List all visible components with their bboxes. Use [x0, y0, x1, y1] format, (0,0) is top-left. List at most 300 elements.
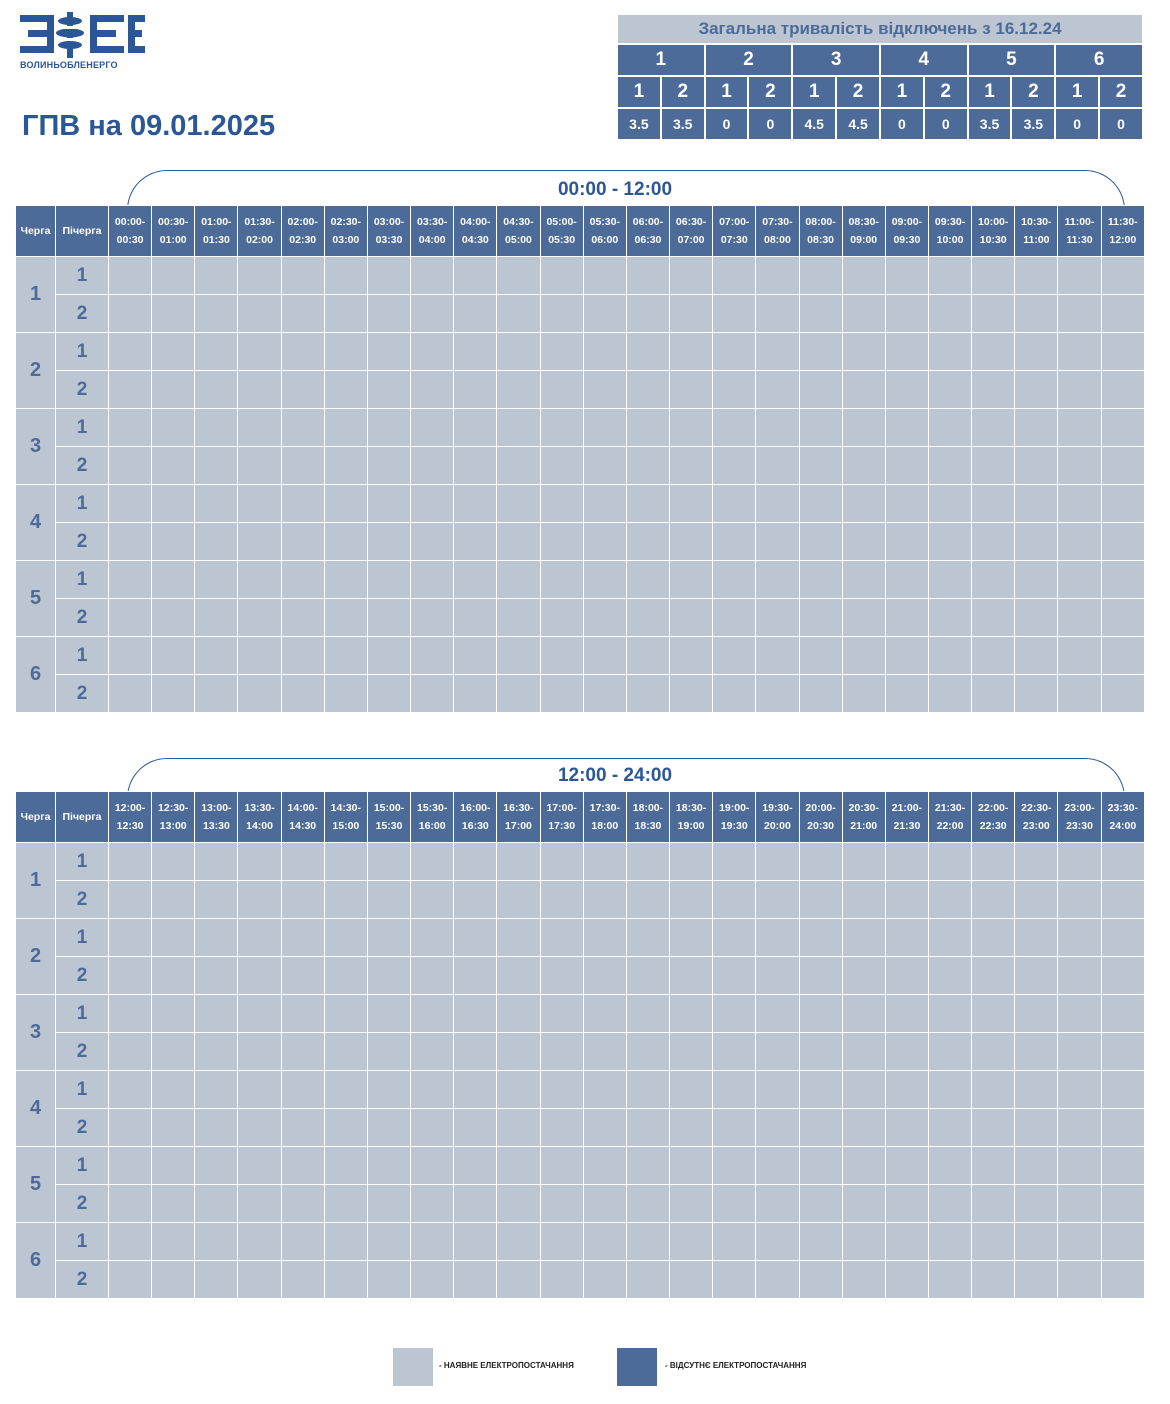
schedule-cell	[972, 957, 1015, 995]
time-slot-header	[281, 206, 324, 257]
schedule-cell	[540, 523, 583, 561]
schedule-cell	[411, 485, 454, 523]
schedule-cell	[583, 675, 626, 713]
schedule-cell	[152, 257, 195, 295]
schedule-cell	[842, 485, 885, 523]
schedule-cell	[1058, 1185, 1101, 1223]
legend-label-off: - ВІДСУТНЄ ЕЛЕКТРОПОСТАЧАННЯ	[665, 1361, 807, 1370]
schedule-cell	[885, 561, 928, 599]
schedule-cell	[713, 1185, 756, 1223]
schedule-cell	[324, 257, 367, 295]
table-row	[16, 1147, 1145, 1185]
schedule-cell	[109, 523, 152, 561]
schedule-cell	[928, 1109, 971, 1147]
subqueue-number: 2	[56, 523, 109, 561]
subqueue-number: 1	[56, 409, 109, 447]
schedule-cell	[1058, 333, 1101, 371]
schedule-cell	[109, 1261, 152, 1299]
schedule-cell	[756, 957, 799, 995]
schedule-cell	[367, 1033, 410, 1071]
schedule-cell	[670, 995, 713, 1033]
schedule-cell	[454, 257, 497, 295]
time-slot-start: 22:30-	[1021, 802, 1052, 814]
schedule-cell	[454, 957, 497, 995]
schedule-cell	[885, 957, 928, 995]
schedule-cell	[799, 1223, 842, 1261]
schedule-cell	[238, 995, 281, 1033]
schedule-cell	[152, 1109, 195, 1147]
schedule-cell	[152, 919, 195, 957]
column-header-subqueue: Пічерга	[56, 206, 109, 257]
schedule-cell	[583, 995, 626, 1033]
schedule-cell	[1015, 257, 1058, 295]
schedule-cell	[713, 843, 756, 881]
time-slot-end: 19:30	[720, 820, 748, 832]
schedule-cell	[195, 1185, 238, 1223]
time-slot-end: 01:30	[202, 234, 230, 246]
schedule-cell	[626, 1223, 669, 1261]
schedule-cell	[109, 843, 152, 881]
schedule-cell	[238, 1223, 281, 1261]
schedule-cell	[713, 599, 756, 637]
schedule-cell	[799, 1185, 842, 1223]
schedule-cell	[281, 957, 324, 995]
schedule-cell	[1101, 257, 1144, 295]
schedule-cell	[497, 257, 540, 295]
schedule-cell	[626, 447, 669, 485]
summary-subqueue-header: 1	[968, 76, 1012, 108]
schedule-cell	[411, 447, 454, 485]
schedule-cell	[799, 881, 842, 919]
schedule-cell	[1015, 1147, 1058, 1185]
schedule-cell	[885, 333, 928, 371]
schedule-cell	[109, 1147, 152, 1185]
schedule-cell	[972, 995, 1015, 1033]
schedule-cell	[411, 561, 454, 599]
time-slot-start: 05:00-	[546, 216, 577, 228]
schedule-cell	[1015, 409, 1058, 447]
time-slot-end: 02:00	[246, 234, 273, 246]
time-slot-start: 21:00-	[891, 802, 923, 814]
schedule-cell	[885, 1109, 928, 1147]
schedule-cell	[972, 295, 1015, 333]
schedule-cell	[1058, 523, 1101, 561]
schedule-cell	[238, 599, 281, 637]
time-slot-end: 23:00	[1022, 820, 1050, 832]
time-slot-end: 13:00	[159, 820, 187, 832]
schedule-cell	[972, 485, 1015, 523]
summary-duration-value: 4.5	[836, 108, 880, 140]
time-slot-start: 01:00-	[201, 216, 232, 228]
schedule-cell	[1101, 599, 1144, 637]
summary-subqueue-header: 1	[792, 76, 836, 108]
time-slot-start: 00:00-	[114, 216, 146, 228]
schedule-cell	[367, 561, 410, 599]
schedule-cell	[713, 333, 756, 371]
schedule-cell	[195, 523, 238, 561]
schedule-cell	[367, 371, 410, 409]
schedule-cell	[972, 561, 1015, 599]
schedule-cell	[540, 1147, 583, 1185]
table-row	[16, 295, 1145, 333]
schedule-cell	[928, 1071, 971, 1109]
schedule-cell	[756, 523, 799, 561]
schedule-cell	[1101, 409, 1144, 447]
schedule-cell	[1101, 843, 1144, 881]
time-slot-start: 20:30-	[848, 802, 879, 814]
schedule-cell	[972, 675, 1015, 713]
schedule-cell	[1058, 995, 1101, 1033]
schedule-cell	[799, 995, 842, 1033]
schedule-cell	[324, 1033, 367, 1071]
schedule-cell	[799, 561, 842, 599]
subqueue-number: 2	[56, 957, 109, 995]
time-slot-start: 17:00-	[546, 802, 577, 814]
schedule-cell	[928, 333, 971, 371]
schedule-cell	[626, 675, 669, 713]
subqueue-number: 1	[56, 995, 109, 1033]
schedule-cell	[972, 523, 1015, 561]
schedule-cell	[454, 523, 497, 561]
schedule-cell	[1015, 957, 1058, 995]
queue-number: 4	[16, 485, 56, 561]
schedule-cell	[497, 675, 540, 713]
time-slot-end: 21:30	[893, 820, 921, 832]
schedule-cell	[928, 637, 971, 675]
schedule-cell	[367, 1147, 410, 1185]
schedule-cell	[1101, 1071, 1144, 1109]
table-row	[16, 561, 1145, 599]
schedule-cell	[670, 257, 713, 295]
summary-duration-value: 3.5	[1011, 108, 1055, 140]
table-row	[16, 257, 1145, 295]
schedule-cell	[626, 257, 669, 295]
schedule-cell	[324, 995, 367, 1033]
schedule-cell	[367, 675, 410, 713]
schedule-cell	[195, 257, 238, 295]
schedule-cell	[756, 995, 799, 1033]
schedule-cell	[324, 1147, 367, 1185]
table-row	[16, 1109, 1145, 1147]
schedule-cell	[411, 599, 454, 637]
time-slot-header	[281, 792, 324, 843]
schedule-cell	[670, 881, 713, 919]
schedule-cell	[195, 637, 238, 675]
schedule-cell	[670, 447, 713, 485]
schedule-cell	[152, 295, 195, 333]
schedule-cell	[626, 1109, 669, 1147]
schedule-cell	[885, 447, 928, 485]
schedule-cell	[928, 995, 971, 1033]
schedule-cell	[152, 675, 195, 713]
summary-queue-header: 6	[1055, 44, 1143, 76]
schedule-cell	[540, 1109, 583, 1147]
schedule-cell	[1058, 1033, 1101, 1071]
schedule-cell	[928, 295, 971, 333]
schedule-cell	[583, 447, 626, 485]
schedule-cell	[109, 1109, 152, 1147]
schedule-cell	[928, 561, 971, 599]
schedule-cell	[281, 561, 324, 599]
time-slot-start: 22:00-	[978, 802, 1009, 814]
schedule-cell	[281, 485, 324, 523]
schedule-cell	[411, 919, 454, 957]
table-row	[16, 409, 1145, 447]
schedule-cell	[842, 523, 885, 561]
schedule-cell	[238, 1261, 281, 1299]
schedule-cell	[540, 257, 583, 295]
schedule-cell	[670, 919, 713, 957]
time-slot-end: 04:00	[418, 234, 446, 246]
schedule-cell	[454, 1033, 497, 1071]
summary-subqueue-header: 2	[1099, 76, 1143, 108]
schedule-cell	[1015, 1071, 1058, 1109]
schedule-cell	[885, 843, 928, 881]
schedule-cell	[152, 881, 195, 919]
schedule-cell	[1058, 1223, 1101, 1261]
time-slot-end: 24:00	[1109, 820, 1137, 832]
time-slot-start: 01:30-	[244, 216, 275, 228]
time-slot-header	[497, 792, 540, 843]
schedule-cell	[238, 919, 281, 957]
schedule-cell	[885, 599, 928, 637]
subqueue-number: 1	[56, 637, 109, 675]
schedule-cell	[152, 957, 195, 995]
time-slot-header	[799, 792, 842, 843]
schedule-cell	[324, 599, 367, 637]
schedule-cell	[281, 409, 324, 447]
summary-duration-value: 0	[1099, 108, 1143, 140]
schedule-cell	[367, 599, 410, 637]
schedule-cell	[411, 371, 454, 409]
schedule-cell	[583, 957, 626, 995]
summary-subqueue-header: 2	[924, 76, 968, 108]
queue-number: 6	[16, 1223, 56, 1299]
schedule-cell	[238, 295, 281, 333]
schedule-cell	[756, 675, 799, 713]
time-slot-header	[1058, 792, 1101, 843]
time-slot-end: 03:30	[375, 234, 403, 246]
schedule-cell	[411, 995, 454, 1033]
schedule-cell	[238, 881, 281, 919]
time-slot-header	[109, 792, 152, 843]
schedule-cell	[540, 485, 583, 523]
schedule-cell	[281, 371, 324, 409]
schedule-cell	[583, 257, 626, 295]
schedule-cell	[756, 485, 799, 523]
schedule-cell	[626, 599, 669, 637]
time-slot-start: 17:30-	[589, 802, 620, 814]
schedule-cell	[842, 561, 885, 599]
schedule-cell	[713, 881, 756, 919]
summary-duration-value: 0	[880, 108, 924, 140]
schedule-cell	[281, 1185, 324, 1223]
schedule-cell	[885, 409, 928, 447]
schedule-cell	[152, 1147, 195, 1185]
schedule-cell	[324, 1185, 367, 1223]
time-slot-end: 17:00	[505, 820, 532, 832]
time-slot-end: 16:30	[461, 820, 489, 832]
schedule-cell	[885, 295, 928, 333]
time-slot-start: 16:30-	[503, 802, 534, 814]
queue-number: 6	[16, 637, 56, 713]
time-slot-end: 05:00	[505, 234, 532, 246]
schedule-cell	[238, 409, 281, 447]
schedule-cell	[885, 919, 928, 957]
schedule-cell	[1101, 1109, 1144, 1147]
schedule-cell	[842, 919, 885, 957]
queue-number: 3	[16, 995, 56, 1071]
schedule-cell	[1058, 919, 1101, 957]
schedule-cell	[152, 447, 195, 485]
summary-subqueue-header: 1	[617, 76, 661, 108]
time-slot-start: 11:30-	[1107, 216, 1138, 228]
schedule-cell	[497, 599, 540, 637]
legend-swatch-on	[393, 1348, 433, 1386]
schedule-cell	[842, 1033, 885, 1071]
summary-duration-value: 4.5	[792, 108, 836, 140]
schedule-cell	[1058, 637, 1101, 675]
schedule-cell	[928, 1033, 971, 1071]
schedule-cell	[1015, 333, 1058, 371]
schedule-cell	[238, 1185, 281, 1223]
schedule-cell	[1015, 561, 1058, 599]
table-row	[16, 1261, 1145, 1299]
schedule-cell	[1058, 599, 1101, 637]
schedule-cell	[885, 485, 928, 523]
schedule-cell	[411, 1185, 454, 1223]
time-slot-header	[152, 792, 195, 843]
time-slot-start: 14:30-	[330, 802, 362, 814]
summary-subqueue-header: 1	[705, 76, 749, 108]
time-slot-end: 01:00	[159, 234, 187, 246]
schedule-cell	[670, 1185, 713, 1223]
schedule-cell	[1058, 881, 1101, 919]
column-header-queue: Черга	[16, 792, 56, 843]
schedule-cell	[626, 409, 669, 447]
schedule-cell	[928, 1223, 971, 1261]
time-slot-start: 23:30-	[1107, 802, 1138, 814]
schedule-cell	[195, 409, 238, 447]
schedule-cell	[109, 1071, 152, 1109]
schedule-cell	[713, 523, 756, 561]
schedule-cell	[713, 1033, 756, 1071]
summary-queue-header: 2	[705, 44, 793, 76]
schedule-cell	[885, 523, 928, 561]
schedule-cell	[497, 561, 540, 599]
time-slot-header	[713, 206, 756, 257]
schedule-cell	[583, 485, 626, 523]
schedule-cell	[1015, 1109, 1058, 1147]
schedule-cell	[454, 1109, 497, 1147]
time-slot-start: 02:00-	[287, 216, 318, 228]
schedule-cell	[411, 957, 454, 995]
schedule-cell	[540, 1185, 583, 1223]
schedule-cell	[1015, 919, 1058, 957]
schedule-cell	[583, 333, 626, 371]
schedule-cell	[238, 1109, 281, 1147]
time-slot-start: 08:30-	[848, 216, 879, 228]
schedule-cell	[842, 1071, 885, 1109]
schedule-cell	[152, 1071, 195, 1109]
schedule-cell	[238, 523, 281, 561]
schedule-cell	[670, 599, 713, 637]
time-slot-header	[1015, 206, 1058, 257]
schedule-cell	[152, 599, 195, 637]
schedule-cell	[411, 257, 454, 295]
schedule-cell	[1015, 843, 1058, 881]
schedule-cell	[756, 409, 799, 447]
schedule-cell	[367, 295, 410, 333]
schedule-cell	[583, 561, 626, 599]
time-slot-end: 20:30	[807, 820, 834, 832]
schedule-cell	[152, 333, 195, 371]
schedule-cell	[583, 371, 626, 409]
schedule-cell	[799, 1071, 842, 1109]
schedule-cell	[540, 637, 583, 675]
time-slot-header	[842, 792, 885, 843]
schedule-cell	[842, 371, 885, 409]
table-row	[16, 371, 1145, 409]
schedule-cell	[1058, 1147, 1101, 1185]
time-slot-start: 12:30-	[158, 802, 189, 814]
schedule-cell	[195, 1071, 238, 1109]
schedule-table-pm	[15, 791, 1145, 1299]
schedule-cell	[1101, 637, 1144, 675]
table-row	[16, 637, 1145, 675]
time-slot-end: 22:30	[979, 820, 1007, 832]
schedule-cell	[411, 1109, 454, 1147]
schedule-cell	[324, 333, 367, 371]
schedule-cell	[281, 447, 324, 485]
schedule-cell	[670, 371, 713, 409]
schedule-cell	[885, 1147, 928, 1185]
schedule-cell	[497, 843, 540, 881]
schedule-cell	[799, 843, 842, 881]
schedule-cell	[281, 599, 324, 637]
schedule-cell	[626, 561, 669, 599]
time-slot-header	[109, 206, 152, 257]
summary-subqueue-header: 2	[661, 76, 705, 108]
schedule-cell	[1058, 1109, 1101, 1147]
schedule-cell	[152, 1261, 195, 1299]
schedule-cell	[281, 1261, 324, 1299]
schedule-cell	[540, 881, 583, 919]
schedule-cell	[1015, 523, 1058, 561]
schedule-cell	[367, 1109, 410, 1147]
time-slot-header	[670, 206, 713, 257]
schedule-cell	[497, 637, 540, 675]
schedule-cell	[454, 1185, 497, 1223]
schedule-cell	[497, 957, 540, 995]
schedule-cell	[281, 333, 324, 371]
schedule-cell	[540, 843, 583, 881]
schedule-cell	[756, 1185, 799, 1223]
schedule-cell	[497, 409, 540, 447]
table-row	[16, 881, 1145, 919]
time-slot-end: 10:30	[979, 234, 1007, 246]
time-slot-header	[195, 792, 238, 843]
table-row	[16, 1033, 1145, 1071]
schedule-cell	[626, 957, 669, 995]
schedule-cell	[540, 919, 583, 957]
queue-number: 2	[16, 919, 56, 995]
schedule-cell	[152, 1223, 195, 1261]
time-slot-header	[972, 206, 1015, 257]
legend-swatch-off	[617, 1348, 657, 1386]
time-slot-header	[454, 206, 497, 257]
schedule-cell	[670, 1261, 713, 1299]
